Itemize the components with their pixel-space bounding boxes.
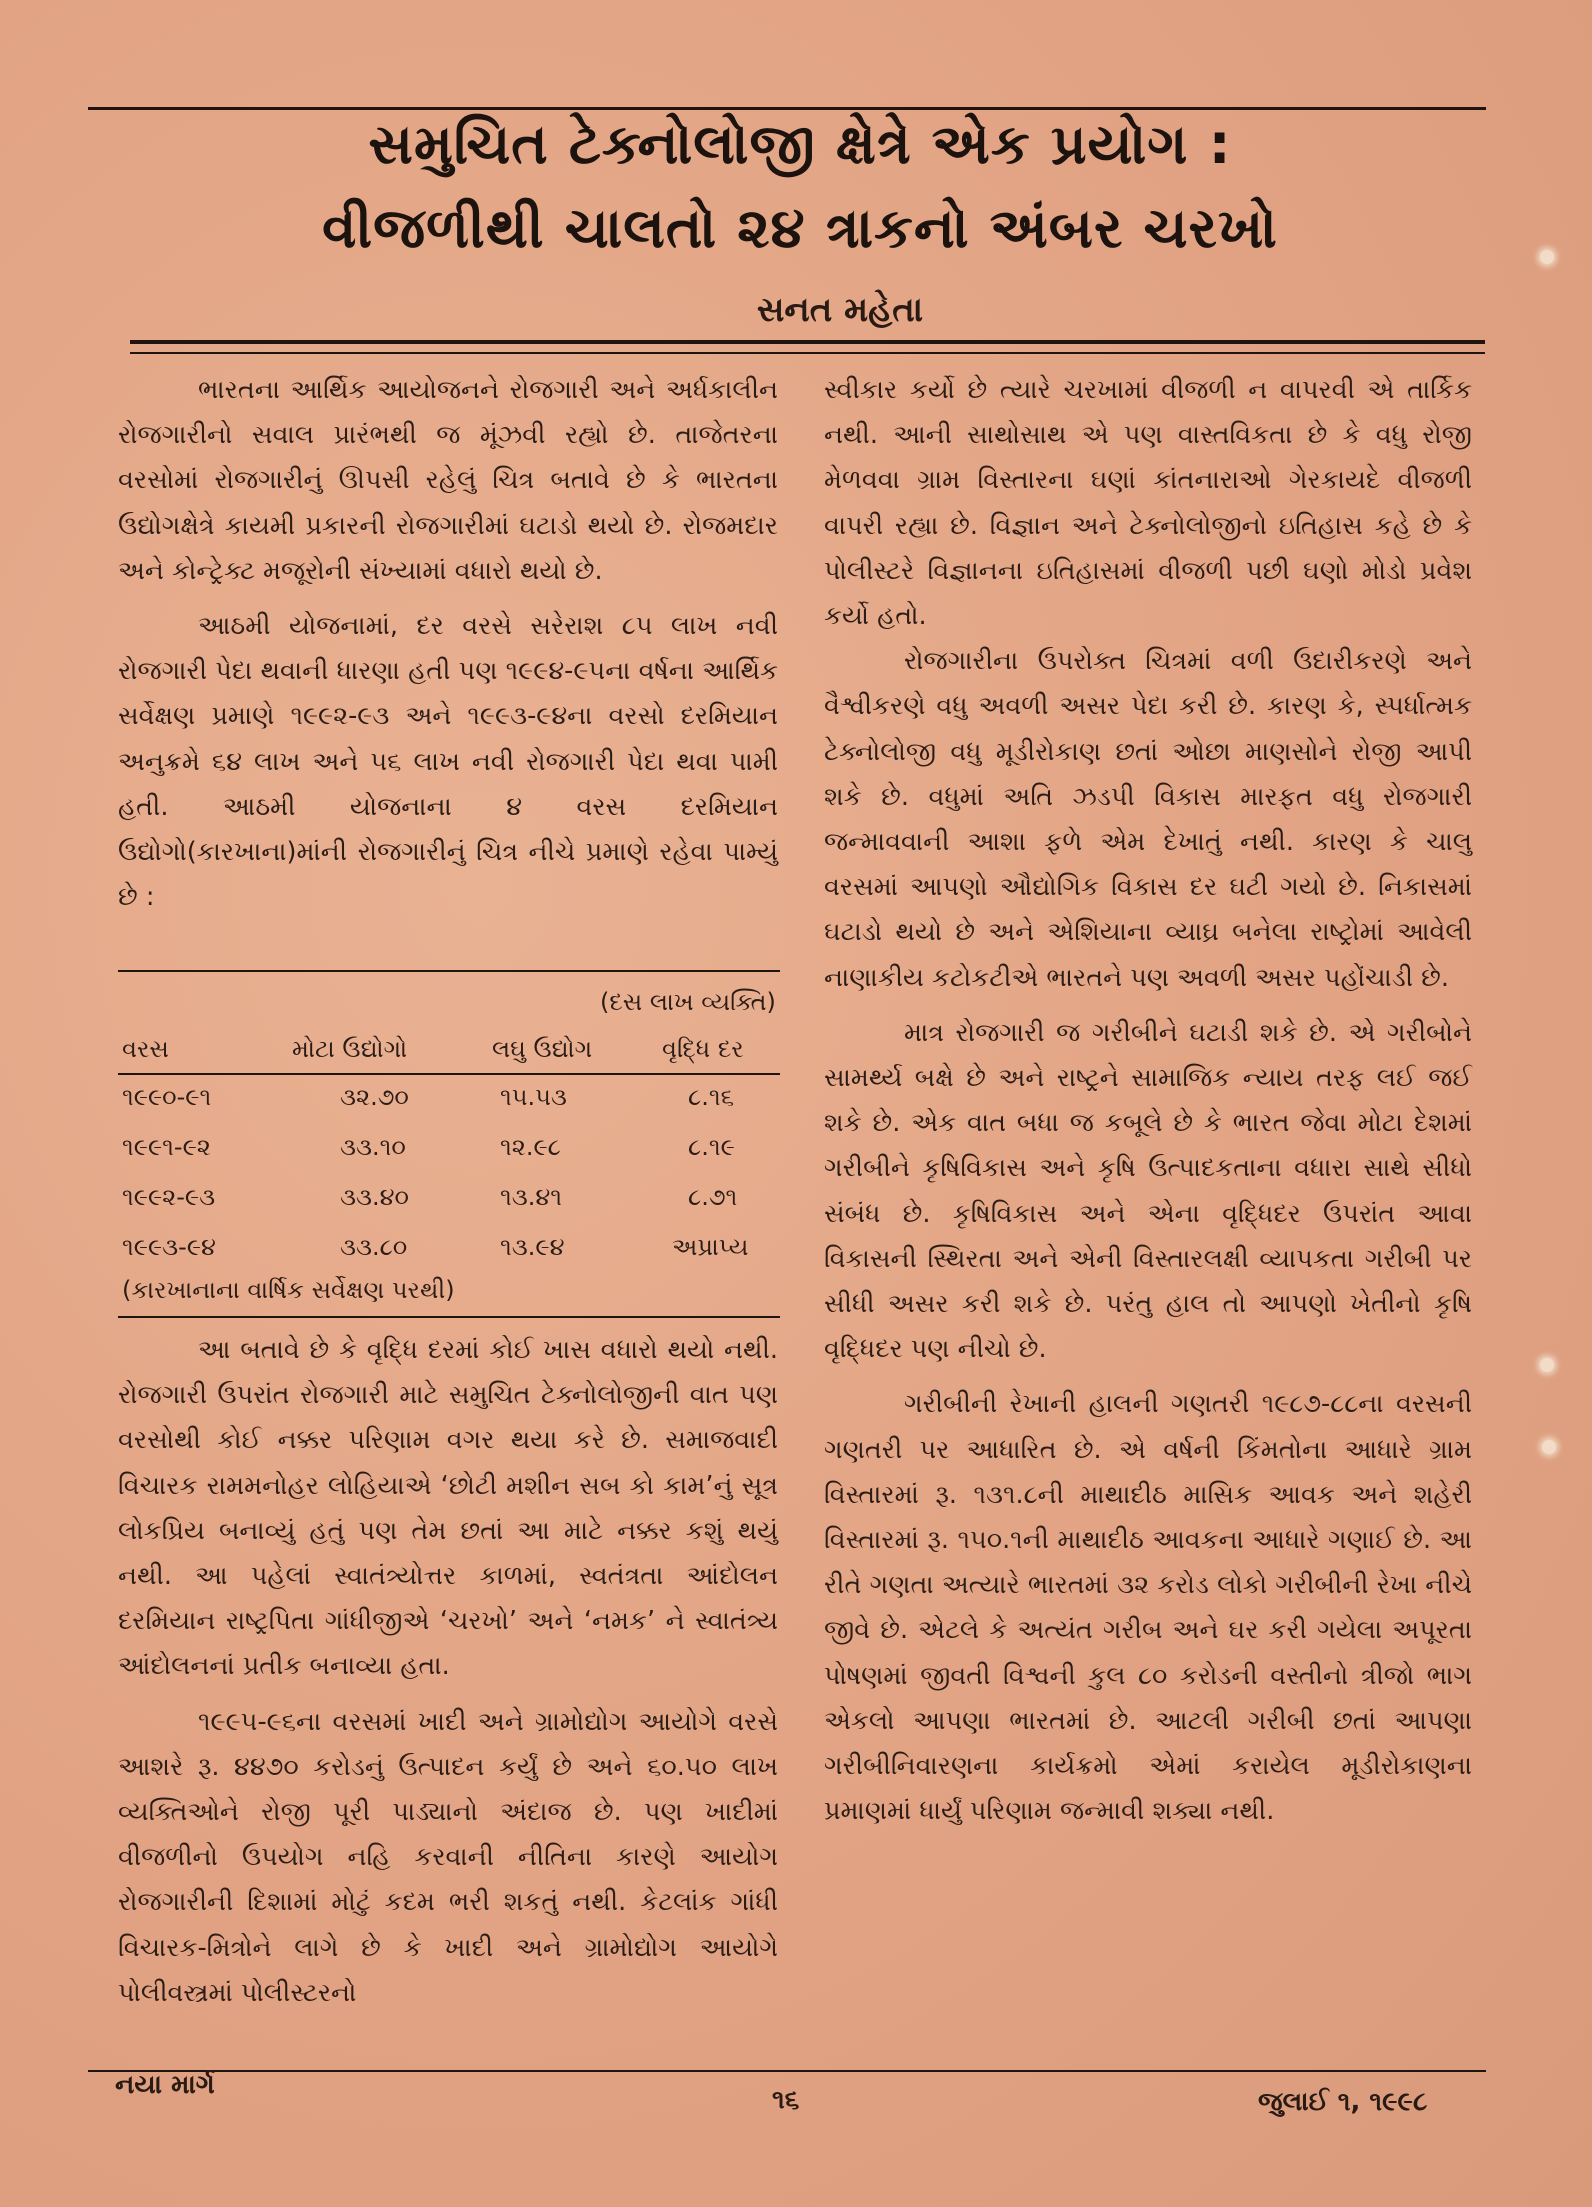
table-cell: ૩૩.૮૦ [340,1233,408,1261]
right-column [824,368,1472,1835]
table-cell: ૮.૧૯ [688,1133,735,1161]
paper-hole [1540,1358,1554,1372]
paragraph: સ્વીકાર કર્યો છે ત્યારે ચરખામાં વીજળી ન વાપરવી એ તાર્કિક નથી. આની સાથોસાથ એ પણ વાસ્તવિકતા છે કે વધુ રોજી મેળવવા ગ્રામ વિસ્તારના ઘણાં કાંતનારાઓ ગેરકાયદે વીજળી વાપરી રહ્યા છે. વિજ્ઞાન અને ટેક્નોલોજીનો ઇતિહાસ કહે છે કે પોલીસ્ટરે વિજ્ઞાનના ઇતિહાસમાં વીજળી પછી ઘણો મોડો પ્રવેશ કર્યો હતો. [824,375,1472,632]
paragraph: ભારતના આર્થિક આયોજનને રોજગારી અને અર્ધકાલીન રોજગારીનો સવાલ પ્રારંભથી જ મૂંઝવી રહ્યો છે. તાજેતરના વરસોમાં રોજગારીનું ઊપસી રહેલું ચિત્ર બતાવે છે કે ભારતના ઉદ્યોગક્ષેત્રે કાયમી પ્રકારની રોજગારીમાં ઘટાડો થયો છે. રોજમદાર અને કોન્ટ્રેક્ટ મજૂરોની સંખ્યામાં વધારો થયો છે. [118,375,778,586]
table-unit-note: (દસ લાખ વ્યક્તિ) [600,988,776,1016]
paragraph: આઠમી યોજનામાં, દર વરસે સરેરાશ ૮૫ લાખ નવી રોજગારી પેદા થવાની ધારણા હતી પણ ૧૯૯૪-૯૫ના વર્ષના આર્થિક સર્વેક્ષણ પ્રમાણે ૧૯૯૨-૯૩ અને ૧૯૯૩-૯૪ના વરસો દરમિયાન અનુક્રમે ૬૪ લાખ અને ૫૬ લાખ નવી રોજગારી પેદા થવા પામી હતી. આઠમી યોજનાના ૪ વરસ દરમિયાન ઉદ્યોગો(કારખાના)માંની રોજગારીનું ચિત્ર નીચે પ્રમાણે રહેવા પામ્યું છે : [118,611,778,913]
table-cell: ૧૩.૪૧ [500,1183,563,1211]
publication-name: નયા માર્ગ [115,2070,215,2100]
table-cell: ૩૨.૭૦ [340,1083,409,1111]
header-rule-thin [130,352,1485,354]
table-cell: ૮.૭૧ [688,1183,738,1211]
table-cell: ૧૯૯૨-૯૩ [122,1183,216,1211]
left-column-top [118,368,778,920]
table-header-rule [118,1073,780,1075]
table-cell: ૧૫.૫૩ [500,1083,567,1111]
table-header-growth-rate: વૃદ્ધિ દર [662,1035,744,1063]
paper-hole [1540,250,1554,264]
paper-hole [1542,1440,1556,1454]
paragraph: ગરીબીની રેખાની હાલની ગણતરી ૧૯૮૭-૮૮ના વરસની ગણતરી પર આધારિત છે. એ વર્ષની કિંમતોના આધારે ગ્રામ વિસ્તારમાં રૂ. ૧૩૧.૮ની માથાદીઠ માસિક આવક અને શહેરી વિસ્તારમાં રૂ. ૧૫૦.૧ની માથાદીઠ આવકના આધારે ગણાઈ છે. આ રીતે ગણતા અત્યારે ભારતમાં ૩૨ કરોડ લોકો ગરીબીની રેખા નીચે જીવે છે. એટલે કે અત્યંત ગરીબ અને ઘર કરી ગયેલા અપૂરતા પોષણમાં જીવતી વિશ્વની કુલ ૮૦ કરોડની વસ્તીનો ત્રીજો ભાગ એકલો આપણા ભારતમાં છે. આટલી ગરીબી છતાં આપણા ગરીબીનિવારણના કાર્યક્રમો એમાં કરાયેલ મૂડીરોકાણના પ્રમાણમાં ધાર્યું પરિણામ જન્માવી શક્યા નથી. [824,1389,1472,1827]
table-cell: ૧૨.૯૮ [500,1133,561,1161]
author-byline: સનત મહેતા [756,290,924,330]
paragraph: ૧૯૯૫-૯૬ના વરસમાં ખાદી અને ગ્રામોદ્યોગ આયોગે વરસે આશરે રૂ. ૪૪૭૦ કરોડનું ઉત્પાદન કર્યું છે અને ૬૦.૫૦ લાખ વ્યક્તિઓને રોજી પૂરી પાડ્યાનો અંદાજ છે. પણ ખાદીમાં વીજળીનો ઉપયોગ નહિ કરવાની નીતિના કારણે આયોગ રોજગારીની દિશામાં મોટું કદમ ભરી શકતું નથી. કેટલાંક ગાંધી વિચારક-મિત્રોને લાગે છે કે ખાદી અને ગ્રામોદ્યોગ આયોગે પોલીવસ્ત્રમાં પોલીસ્ટરનો [118,1706,778,2008]
table-top-rule [118,970,780,972]
table-bottom-rule [118,1316,780,1318]
page-number: ૧૬ [772,2085,800,2115]
top-rule [88,107,1486,110]
footer-rule [88,2070,1486,2072]
table-cell: અપ્રાપ્ય [672,1233,749,1261]
table-source-note: (કારખાનાના વાર્ષિક સર્વેક્ષણ પરથી) [122,1276,455,1304]
table-cell: ૧૯૯૦-૯૧ [122,1083,212,1111]
article-title-line-1: સમુચિત ટેક્નોલોજી ક્ષેત્રે એક પ્રયોગ : [368,112,1232,176]
table-header-large-industries: મોટા ઉદ્યોગો [292,1035,408,1063]
table-cell: ૧૯૯૩-૯૪ [122,1233,216,1261]
header-rule-thick [130,340,1485,344]
table-cell: ૧૯૯૧-૯૨ [122,1133,211,1161]
table-header-small-industries: લઘુ ઉદ્યોગ [492,1035,593,1063]
issue-date: જુલાઈ ૧, ૧૯૯૮ [1258,2087,1428,2117]
table-header-year: વરસ [122,1035,169,1063]
paragraph: રોજગારીના ઉપરોક્ત ચિત્રમાં વળી ઉદારીકરણે અને વૈશ્વીકરણે વધુ અવળી અસર પેદા કરી છે. કારણ કે, સ્પર્ધાત્મક ટેક્નોલોજી વધુ મૂડીરોકાણ છતાં ઓછા માણસોને રોજી આપી શકે છે. વધુમાં અતિ ઝડપી વિકાસ મારફત વધુ રોજગારી જન્માવવાની આશા ફળે એમ દેખાતું નથી. કારણ કે ચાલુ વરસમાં આપણો ઔદ્યોગિક વિકાસ દર ઘટી ગયો છે. નિકાસમાં ઘટાડો થયો છે અને એશિયાના વ્યાઘ્ર બનેલા રાષ્ટ્રોમાં આવેલી નાણાકીય કટોકટીએ ભારતને પણ અવળી અસર પહોંચાડી છે. [824,646,1472,993]
table-cell: ૧૩.૯૪ [500,1233,565,1261]
table-cell: ૩૩.૧૦ [340,1133,406,1161]
paragraph: આ બતાવે છે કે વૃદ્ધિ દરમાં કોઈ ખાસ વધારો થયો નથી. રોજગારી ઉપરાંત રોજગારી માટે સમુચિત ટેક્નોલોજીની વાત પણ વરસોથી કોઈ નક્કર પરિણામ વગર થયા કરે છે. સમાજવાદી વિચારક રામમનોહર લોહિયાએ ‘છોટી મશીન સબ કો કામ’નું સૂત્ર લોકપ્રિય બનાવ્યું હતું પણ તેમ છતાં આ માટે નક્કર કશું થયું નથી. આ પહેલાં સ્વાતંત્ર્યોત્તર કાળમાં, સ્વતંત્રતા આંદોલન દરમિયાન રાષ્ટ્રપિતા ગાંધીજીએ ‘ચરખો’ અને ‘નમક’ ને સ્વાતંત્ર્ય આંદોલનનાં પ્રતીક બનાવ્યા હતા. [118,1335,778,1682]
article-title-line-2: વીજળીથી ચાલતો ૨૪ ત્રાકનો અંબર ચરખો [322,196,1278,260]
left-column-bottom [118,1328,778,2016]
paragraph: માત્ર રોજગારી જ ગરીબીને ઘટાડી શકે છે. એ ગરીબોને સામર્થ્ય બક્ષે છે અને રાષ્ટ્રને સામાજિક ન્યાય તરફ લઈ જઈ શકે છે. એક વાત બધા જ કબૂલે છે કે ભારત જેવા મોટા દેશમાં ગરીબીને કૃષિવિકાસ અને કૃષિ ઉત્પાદકતાના વધારા સાથે સીધો સંબંધ છે. કૃષિવિકાસ અને એના વૃદ્ધિદર ઉપરાંત આવા વિકાસની સ્થિરતા અને એની વિસ્તારલક્ષી વ્યાપકતા ગરીબી પર સીધી અસર કરી શકે છે. પરંતુ હાલ તો આપણો ખેતીનો કૃષિ વૃદ્ધિદર પણ નીચો છે. [824,1017,1472,1365]
table-cell: ૮.૧૬ [688,1083,735,1111]
table-cell: ૩૩.૪૦ [340,1183,409,1211]
